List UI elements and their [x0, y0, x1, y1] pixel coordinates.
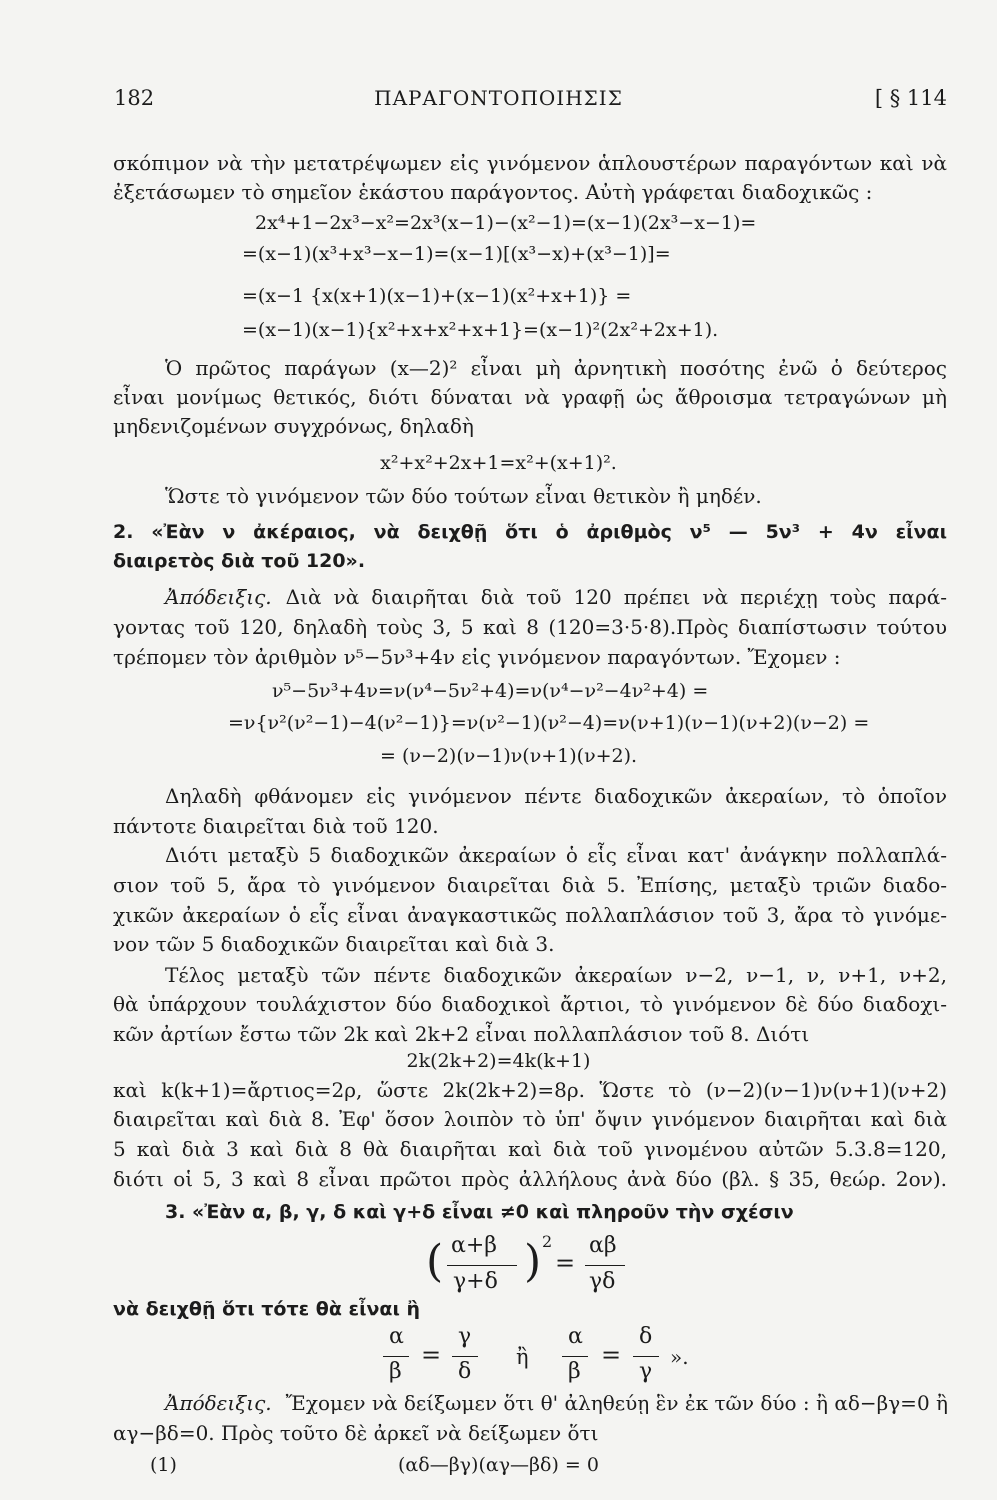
- equation-line: 2k(2k+2)=4k(k+1): [406, 1050, 591, 1072]
- text-line: Διότι μεταξὺ 5 διαδοχικῶν ἀκεραίων ὁ εἷς εἶναι κατ' ἀνάγκην πολλαπλά-: [165, 843, 947, 867]
- text-line: διότι οἱ 5, 3 καὶ 8 εἶναι πρῶτοι πρὸς ἀλλήλους ἀνὰ δύο (βλ. § 35, θεώρ. 2ον).: [113, 1167, 947, 1191]
- text-line: σκόπιμον νὰ τὴν μετατρέψωμεν εἰς γινόμενον ἁπλουστέρων παραγόντων καὶ νὰ: [113, 151, 947, 175]
- text-line: γοντας τοῦ 120, δηλαδὴ τοὺς 3, 5 καὶ 8 (120=3·5·8).Πρὸς διαπίστωσιν τούτου: [113, 615, 947, 639]
- fraction-denominator: β: [389, 1359, 402, 1384]
- equation-line: = (ν−2)(ν−1)ν(ν+1)(ν+2).: [380, 745, 638, 767]
- fraction-bar: [585, 1265, 625, 1266]
- text-line: χικῶν ἀκεραίων ὁ εἷς εἶναι ἀναγκαστικῶς πολλαπλάσιον τοῦ 3, ἄρα τὸ γινόμε-: [113, 903, 947, 927]
- equation-line: =(x−1 {x(x+1)(x−1)+(x−1)(x²+x+1)} =: [242, 285, 632, 307]
- equation-line: x²+x²+2x+1=x²+(x+1)².: [380, 452, 617, 474]
- proof-label: Ἀπόδειξις.: [165, 1391, 272, 1415]
- fraction-bar: [383, 1356, 409, 1357]
- text-line: Ὁ πρῶτος παράγων (x—2)² εἶναι μὴ ἀρνητικὴ ποσότης ἐνῶ ὁ δεύτερος: [165, 356, 947, 380]
- fraction-bar: [562, 1356, 588, 1357]
- fraction-numerator: α: [389, 1324, 404, 1349]
- text-line: πάντοτε διαιρεῖται διὰ τοῦ 120.: [113, 814, 439, 838]
- text-line: νον τῶν 5 διαδοχικῶν διαιρεῖται καὶ διὰ 3.: [113, 932, 555, 956]
- formula-fraction: [633, 1324, 663, 1388]
- fraction-numerator: γ: [458, 1324, 472, 1349]
- formula-fraction: [383, 1324, 413, 1388]
- page-number: 182: [114, 86, 155, 110]
- equation-line: (αδ—βγ)(αγ—βδ) = 0: [398, 1454, 599, 1476]
- equation-line: =ν{ν²(ν²−1)−4(ν²−1)}=ν(ν²−1)(ν²−4)=ν(ν+1)(ν−1)(ν+2)(ν−2) =: [228, 712, 870, 734]
- formula-fraction: [585, 1233, 635, 1297]
- equation-line: =(x−1)(x³+x³−x−1)=(x−1)[(x³−x)+(x³−1)]=: [242, 243, 671, 265]
- text-span: Ἔχομεν νὰ δείξωμεν ὅτι θ' ἀληθεύῃ ἓν ἐκ τῶν δύο : ἢ αδ−βγ=0 ἢ: [285, 1391, 949, 1415]
- fraction-denominator: δ: [458, 1359, 472, 1384]
- text-line: κῶν ἀρτίων ἔστω τῶν 2k καὶ 2k+2 εἶναι πολλαπλάσιον τοῦ 8. Διότι: [113, 1022, 810, 1046]
- text-line: Τέλος μεταξὺ τῶν πέντε διαδοχικῶν ἀκεραίων ν−2, ν−1, ν, ν+1, ν+2,: [165, 963, 947, 987]
- text-span: Διὰ νὰ διαιρῆται διὰ τοῦ 120 πρέπει νὰ περιέχῃ τοὺς παρά-: [285, 585, 947, 609]
- text-line: διαιρεῖται καὶ διὰ 8. Ἐφ' ὅσον λοιπὸν τὸ ὑπ' ὄψιν γινόμενον διαιρῆται καὶ διὰ: [113, 1107, 947, 1131]
- text-line: εἶναι μονίμως θετικός, διότι δύναται νὰ γραφῇ ὡς ἄθροισμα τετραγώνων μὴ: [113, 385, 947, 409]
- text-line: Ὥστε τὸ γινόμενον τῶν δύο τούτων εἶναι θετικὸν ἢ μηδέν.: [165, 484, 762, 508]
- text-line: 5 καὶ διὰ 3 καὶ διὰ 8 θὰ διαιρῆται καὶ διὰ τοῦ γινομένου αὐτῶν 5.3.8=120,: [113, 1137, 947, 1161]
- text-line: μηδενιζομένων συγχρόνως, δηλαδὴ: [113, 414, 474, 438]
- formula-fraction: [452, 1324, 482, 1388]
- formula-rparen: ): [524, 1236, 542, 1287]
- text-line: τρέπομεν τὸν ἀριθμὸν ν⁵−5ν³+4ν εἰς γινόμενον παραγόντων. Ἔχομεν :: [113, 645, 841, 669]
- formula-equals: =: [421, 1341, 442, 1369]
- equation-line: =(x−1)(x−1){x²+x+x²+x+1}=(x−1)²(2x²+2x+1).: [242, 319, 719, 341]
- equation-line: ν⁵−5ν³+4ν=ν(ν⁴−5ν²+4)=ν(ν⁴−ν²−4ν²+4) =: [272, 680, 709, 702]
- formula-lparen: (: [426, 1236, 444, 1287]
- equation-number: (1): [150, 1454, 177, 1476]
- formula-fraction: [562, 1324, 592, 1388]
- text-line: [113, 1390, 947, 1416]
- formula-fraction: [445, 1233, 525, 1297]
- fraction-bar: [633, 1356, 659, 1357]
- text-line: καὶ k(k+1)=ἄρτιος=2ρ, ὥστε 2k(2k+2)=8ρ. Ὥστε τὸ (ν−2)(ν−1)ν(ν+1)(ν+2): [113, 1078, 947, 1102]
- fraction-numerator: αβ: [589, 1233, 617, 1258]
- text-line: θὰ ὑπάρχουν τουλάχιστον δύο διαδοχικοὶ ἄρτιοι, τὸ γινόμενον δὲ δύο διαδοχι-: [113, 992, 947, 1016]
- proof-label: Ἀπόδειξις.: [165, 585, 272, 609]
- section-marker: [ § 114: [874, 86, 947, 110]
- problem-statement: νὰ δειχθῇ ὅτι τότε θὰ εἶναι ἢ: [113, 1298, 421, 1320]
- fraction-bar: [452, 1356, 478, 1357]
- fraction-denominator: γ: [639, 1359, 653, 1384]
- formula-closing-quote: ».: [670, 1345, 689, 1369]
- problem-statement: 2. «Ἐὰν ν ἀκέραιος, νὰ δειχθῇ ὅτι ὁ ἀριθμὸς ν⁵ — 5ν³ + 4ν εἶναι: [113, 521, 947, 543]
- fraction-bar: [447, 1265, 517, 1266]
- text-line: Δηλαδὴ φθάνομεν εἰς γινόμενον πέντε διαδοχικῶν ἀκεραίων, τὸ ὁποῖον: [165, 784, 947, 808]
- problem-statement: διαιρετὸς διὰ τοῦ 120».: [113, 550, 366, 572]
- formula-exponent: 2: [542, 1232, 553, 1251]
- text-line: [113, 584, 947, 610]
- formula-equals: =: [601, 1341, 622, 1369]
- fraction-numerator: α+β: [451, 1233, 498, 1258]
- text-line: σιον τοῦ 5, ἄρα τὸ γινόμενον διαιρεῖται διὰ 5. Ἐπίσης, μεταξὺ τριῶν διαδο-: [113, 873, 947, 897]
- fraction-denominator: β: [568, 1359, 581, 1384]
- fraction-denominator: γ+δ: [453, 1269, 498, 1294]
- fraction-numerator: δ: [639, 1324, 653, 1349]
- equation-line: 2x⁴+1−2x³−x²=2x³(x−1)−(x²−1)=(x−1)(2x³−x−1)=: [255, 212, 757, 234]
- fraction-numerator: α: [568, 1324, 583, 1349]
- problem-statement: 3. «Ἐὰν α, β, γ, δ καὶ γ+δ εἶναι ≠0 καὶ πληροῦν τὴν σχέσιν: [165, 1201, 794, 1223]
- text-line: αγ−βδ=0. Πρὸς τοῦτο δὲ ἀρκεῖ νὰ δείξωμεν ὅτι: [113, 1421, 599, 1445]
- formula-or: ἢ: [516, 1345, 529, 1369]
- fraction-denominator: γδ: [589, 1269, 616, 1294]
- running-title: ΠΑΡΑΓΟΝΤΟΠΟΙΗΣΙΣ: [374, 86, 623, 110]
- text-line: ἐξετάσωμεν τὸ σημεῖον ἑκάστου παράγοντος. Αὐτὴ γράφεται διαδοχικῶς :: [113, 180, 873, 204]
- formula-equals: =: [555, 1249, 576, 1277]
